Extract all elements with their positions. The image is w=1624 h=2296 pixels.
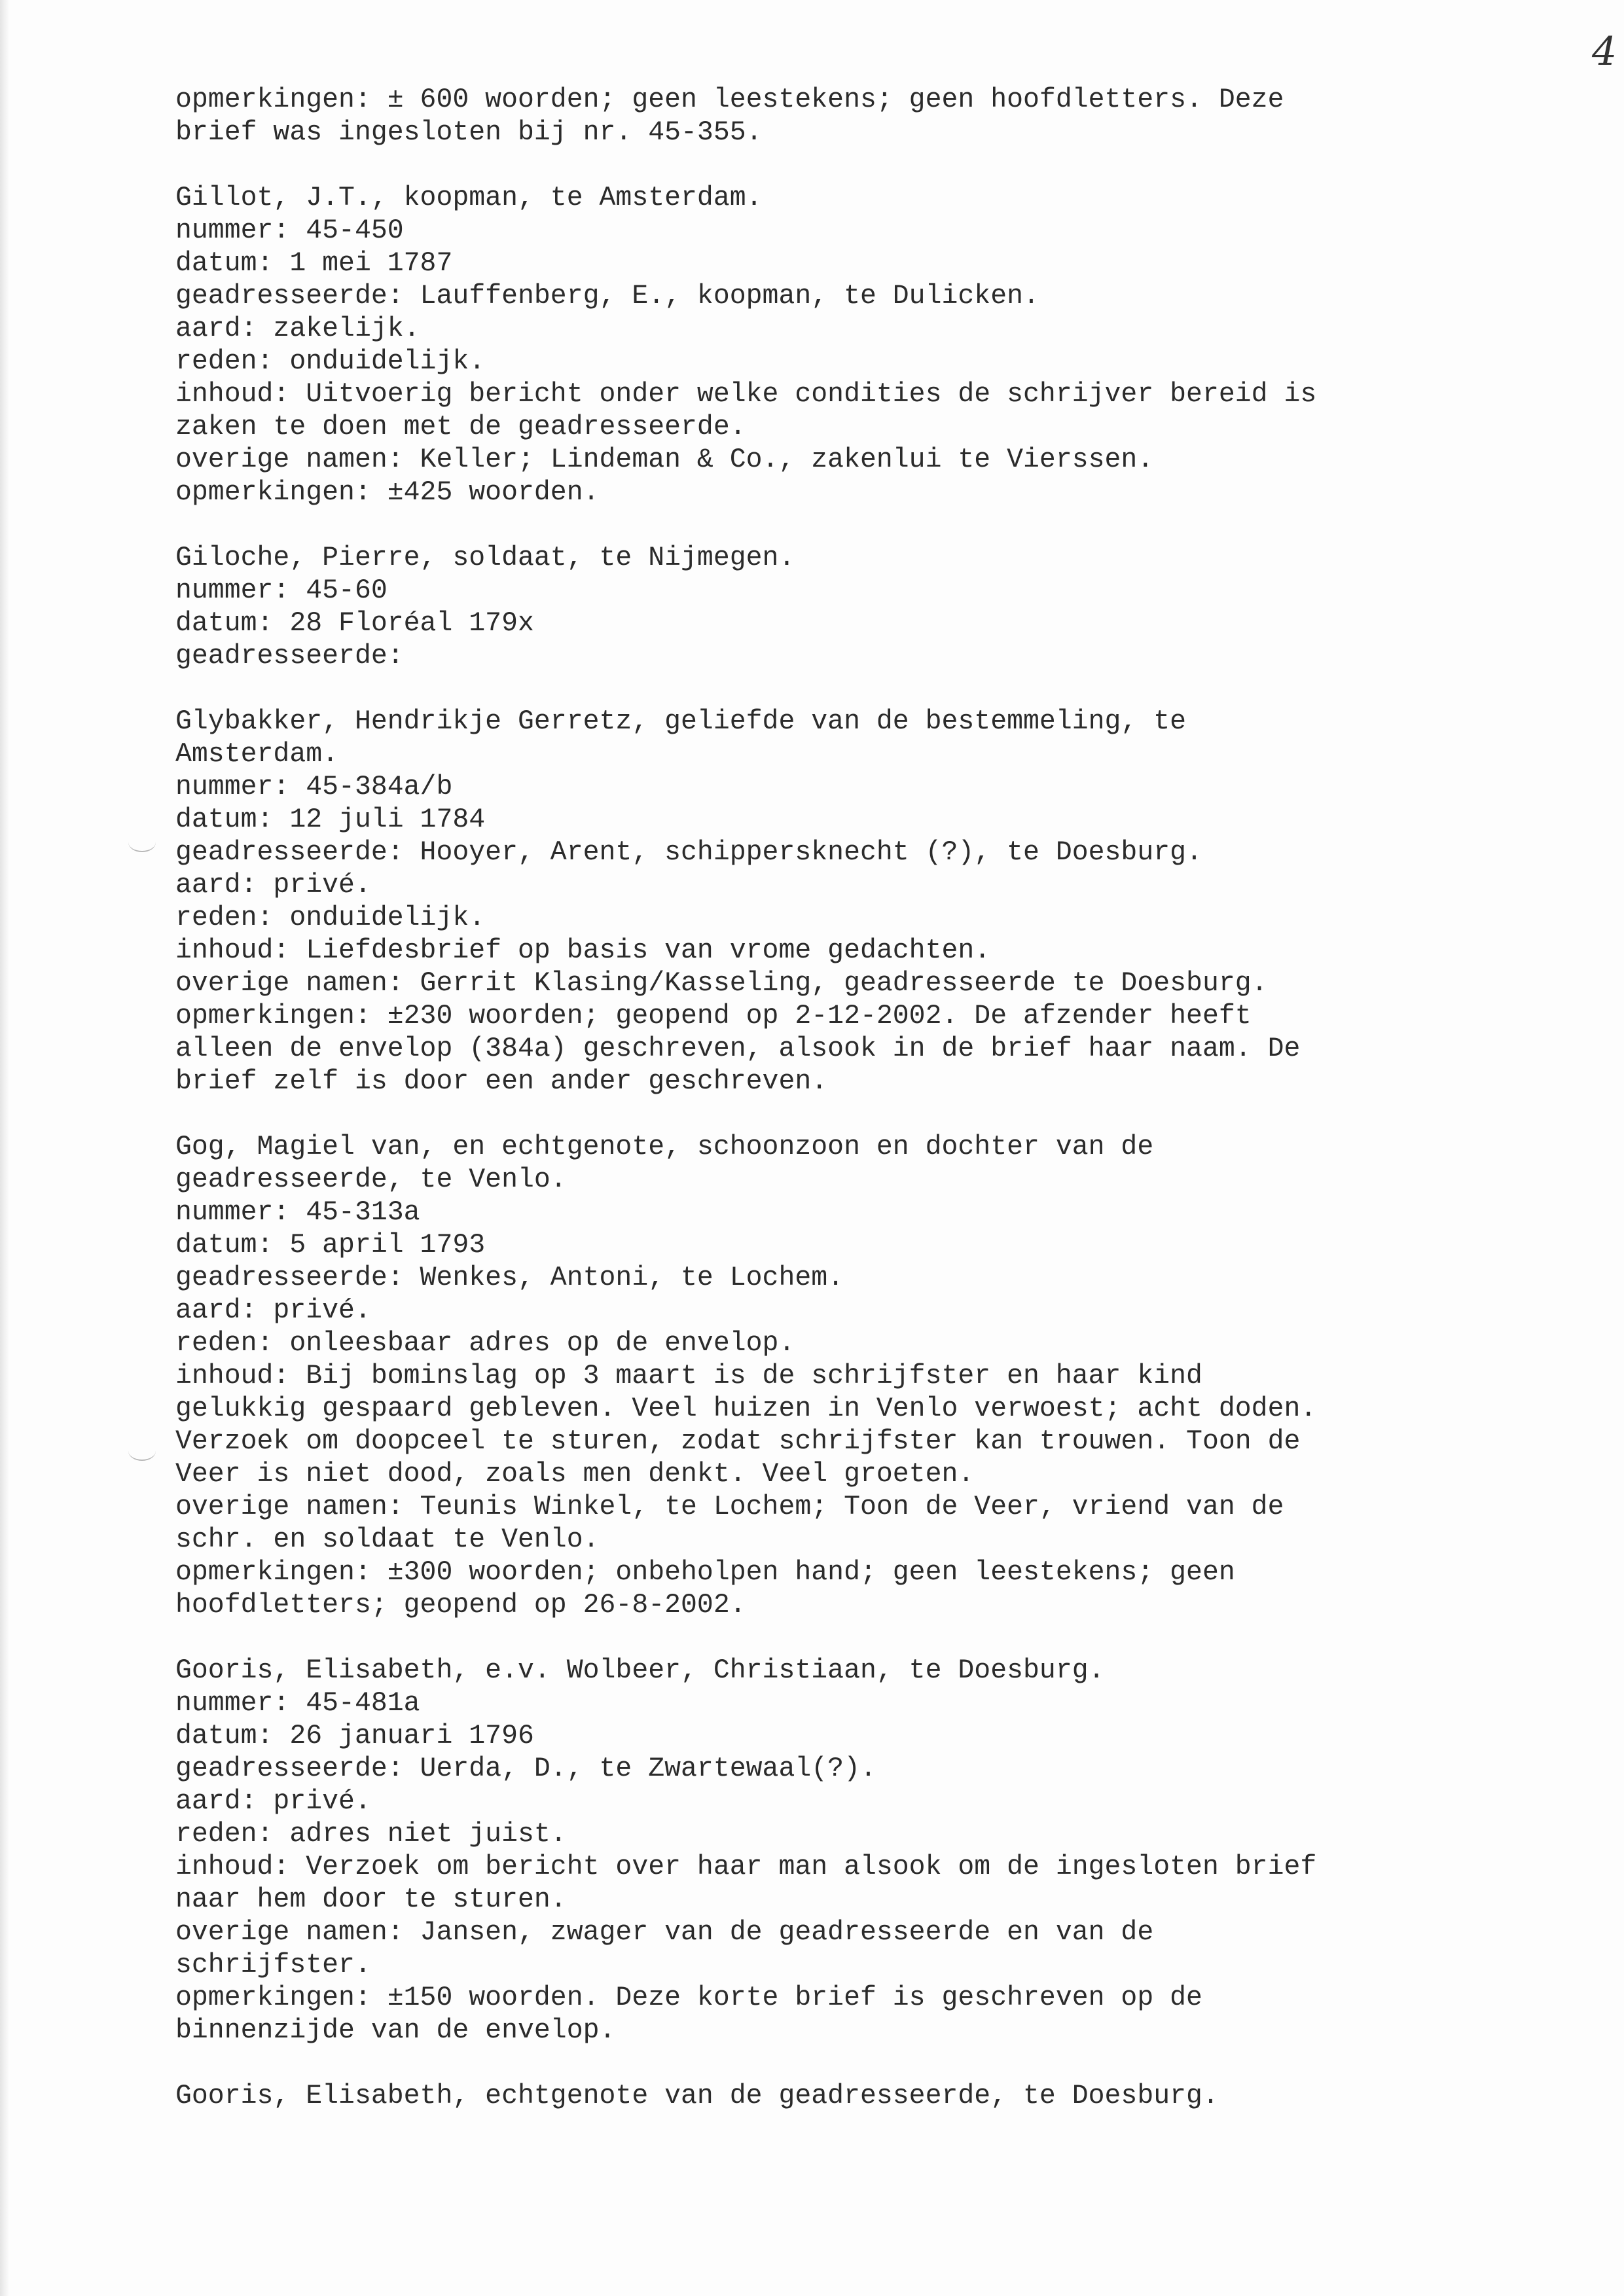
entry-text-line: binnenzijde van de envelop. bbox=[175, 2015, 616, 2046]
entry-text-line: nummer: 45-60 bbox=[175, 575, 388, 606]
entry-heading-line: Glybakker, Hendrikje Gerretz, geliefde van de bestemmeling, te bbox=[175, 706, 1187, 737]
entry-text-line: opmerkingen: ±230 woorden; geopend op 2-12-2002. De afzender heeft bbox=[175, 1001, 1252, 1031]
page-number: 4 bbox=[1592, 29, 1617, 75]
entry-text-line: overige namen: Gerrit Klasing/Kasseling, geadresseerde te Doesburg. bbox=[175, 968, 1268, 999]
entry-text-line: schr. en soldaat te Venlo. bbox=[175, 1524, 600, 1555]
register-entry bbox=[175, 542, 1550, 673]
entry-text-line: datum: 5 april 1793 bbox=[175, 1230, 486, 1261]
punch-hole-mark bbox=[128, 833, 156, 852]
entry-text-line: geadresseerde: Lauffenberg, E., koopman, te Dulicken. bbox=[175, 281, 1039, 312]
entry-text-line: inhoud: Bij bominslag op 3 maart is de schrijfster en haar kind bbox=[175, 1361, 1202, 1391]
entry-heading-line: opmerkingen: ± 600 woorden; geen leestekens; geen hoofdletters. Deze bbox=[175, 84, 1284, 115]
entry-text-line: reden: onleesbaar adres op de envelop. bbox=[175, 1328, 795, 1359]
entry-text-line: reden: onduidelijk. bbox=[175, 346, 486, 377]
entry-text-line: brief was ingesloten bij nr. 45-355. bbox=[175, 117, 763, 148]
entry-text-line: inhoud: Verzoek om bericht over haar man alsook om de ingesloten brief bbox=[175, 1852, 1317, 1882]
entry-text-line: datum: 28 Floréal 179x bbox=[175, 608, 534, 639]
entry-text-line: naar hem door te sturen. bbox=[175, 1884, 567, 1915]
entry-text-line: geadresseerde: bbox=[175, 641, 404, 672]
entry-text-line: reden: adres niet juist. bbox=[175, 1819, 567, 1850]
entry-text-line: geadresseerde: Uerda, D., te Zwartewaal(?). bbox=[175, 1753, 876, 1784]
entry-text-line: datum: 12 juli 1784 bbox=[175, 804, 486, 835]
entry-text-line: aard: privé. bbox=[175, 870, 371, 901]
scan-edge-shadow bbox=[0, 0, 9, 2296]
register-entry bbox=[175, 84, 1550, 149]
entry-text-line: inhoud: Uitvoerig bericht onder welke condities de schrijver bereid is bbox=[175, 379, 1317, 410]
entry-text-line: nummer: 45-450 bbox=[175, 215, 404, 246]
entry-text-line: datum: 1 mei 1787 bbox=[175, 248, 453, 279]
entry-text-line: overige namen: Jansen, zwager van de geadresseerde en van de bbox=[175, 1917, 1154, 1948]
entry-text-line: opmerkingen: ±425 woorden. bbox=[175, 477, 600, 508]
entry-text-line: geadresseerde, te Venlo. bbox=[175, 1164, 567, 1195]
entry-text-line: nummer: 45-481a bbox=[175, 1688, 420, 1719]
entry-text-line: overige namen: Teunis Winkel, te Lochem; Toon de Veer, vriend van de bbox=[175, 1492, 1284, 1522]
register-entry bbox=[175, 1131, 1550, 1622]
entry-text-line: Amsterdam. bbox=[175, 739, 339, 770]
entry-text-line: Veer is niet dood, zoals men denkt. Veel groeten. bbox=[175, 1459, 975, 1490]
entry-text-line: inhoud: Liefdesbrief op basis van vrome gedachten. bbox=[175, 935, 991, 966]
entry-text-line: alleen de envelop (384a) geschreven, alsook in de brief haar naam. De bbox=[175, 1033, 1301, 1064]
entry-text-line: geadresseerde: Hooyer, Arent, schippersknecht (?), te Doesburg. bbox=[175, 837, 1202, 868]
entry-text-line: brief zelf is door een ander geschreven. bbox=[175, 1066, 828, 1097]
entry-text-line: nummer: 45-384a/b bbox=[175, 772, 453, 802]
entry-text-line: aard: zakelijk. bbox=[175, 314, 420, 344]
register-entry bbox=[175, 1655, 1550, 2047]
entry-heading-line: Gillot, J.T., koopman, te Amsterdam. bbox=[175, 183, 763, 213]
entry-text-line: aard: privé. bbox=[175, 1786, 371, 1817]
entry-text-line: opmerkingen: ±300 woorden; onbeholpen hand; geen leestekens; geen bbox=[175, 1557, 1235, 1588]
entry-text-line: overige namen: Keller; Lindeman & Co., zakenlui te Vierssen. bbox=[175, 444, 1154, 475]
entry-heading-line: Gooris, Elisabeth, e.v. Wolbeer, Christiaan, te Doesburg. bbox=[175, 1655, 1105, 1686]
entry-text-line: zaken te doen met de geadresseerde. bbox=[175, 412, 746, 442]
letter-register-entries bbox=[175, 84, 1550, 2113]
entry-text-line: hoofdletters; geopend op 26-8-2002. bbox=[175, 1590, 746, 1621]
entry-text-line: schrijfster. bbox=[175, 1950, 371, 1981]
entry-text-line: Verzoek om doopceel te sturen, zodat schrijfster kan trouwen. Toon de bbox=[175, 1426, 1301, 1457]
entry-heading-line: Giloche, Pierre, soldaat, te Nijmegen. bbox=[175, 543, 795, 573]
register-entry bbox=[175, 2080, 1550, 2113]
punch-hole-mark bbox=[128, 1441, 156, 1461]
entry-text-line: reden: onduidelijk. bbox=[175, 903, 486, 933]
entry-text-line: geadresseerde: Wenkes, Antoni, te Lochem. bbox=[175, 1263, 844, 1293]
entry-text-line: nummer: 45-313a bbox=[175, 1197, 420, 1228]
entry-text-line: gelukkig gespaard gebleven. Veel huizen in Venlo verwoest; acht doden. bbox=[175, 1393, 1317, 1424]
entry-text-line: aard: privé. bbox=[175, 1295, 371, 1326]
entry-text-line: opmerkingen: ±150 woorden. Deze korte brief is geschreven op de bbox=[175, 1982, 1202, 2013]
register-entry bbox=[175, 182, 1550, 509]
entry-heading-line: Gog, Magiel van, en echtgenote, schoonzoon en dochter van de bbox=[175, 1132, 1154, 1162]
entry-text-line: datum: 26 januari 1796 bbox=[175, 1721, 534, 1751]
register-entry bbox=[175, 706, 1550, 1098]
entry-heading-line: Gooris, Elisabeth, echtgenote van de geadresseerde, te Doesburg. bbox=[175, 2081, 1219, 2111]
